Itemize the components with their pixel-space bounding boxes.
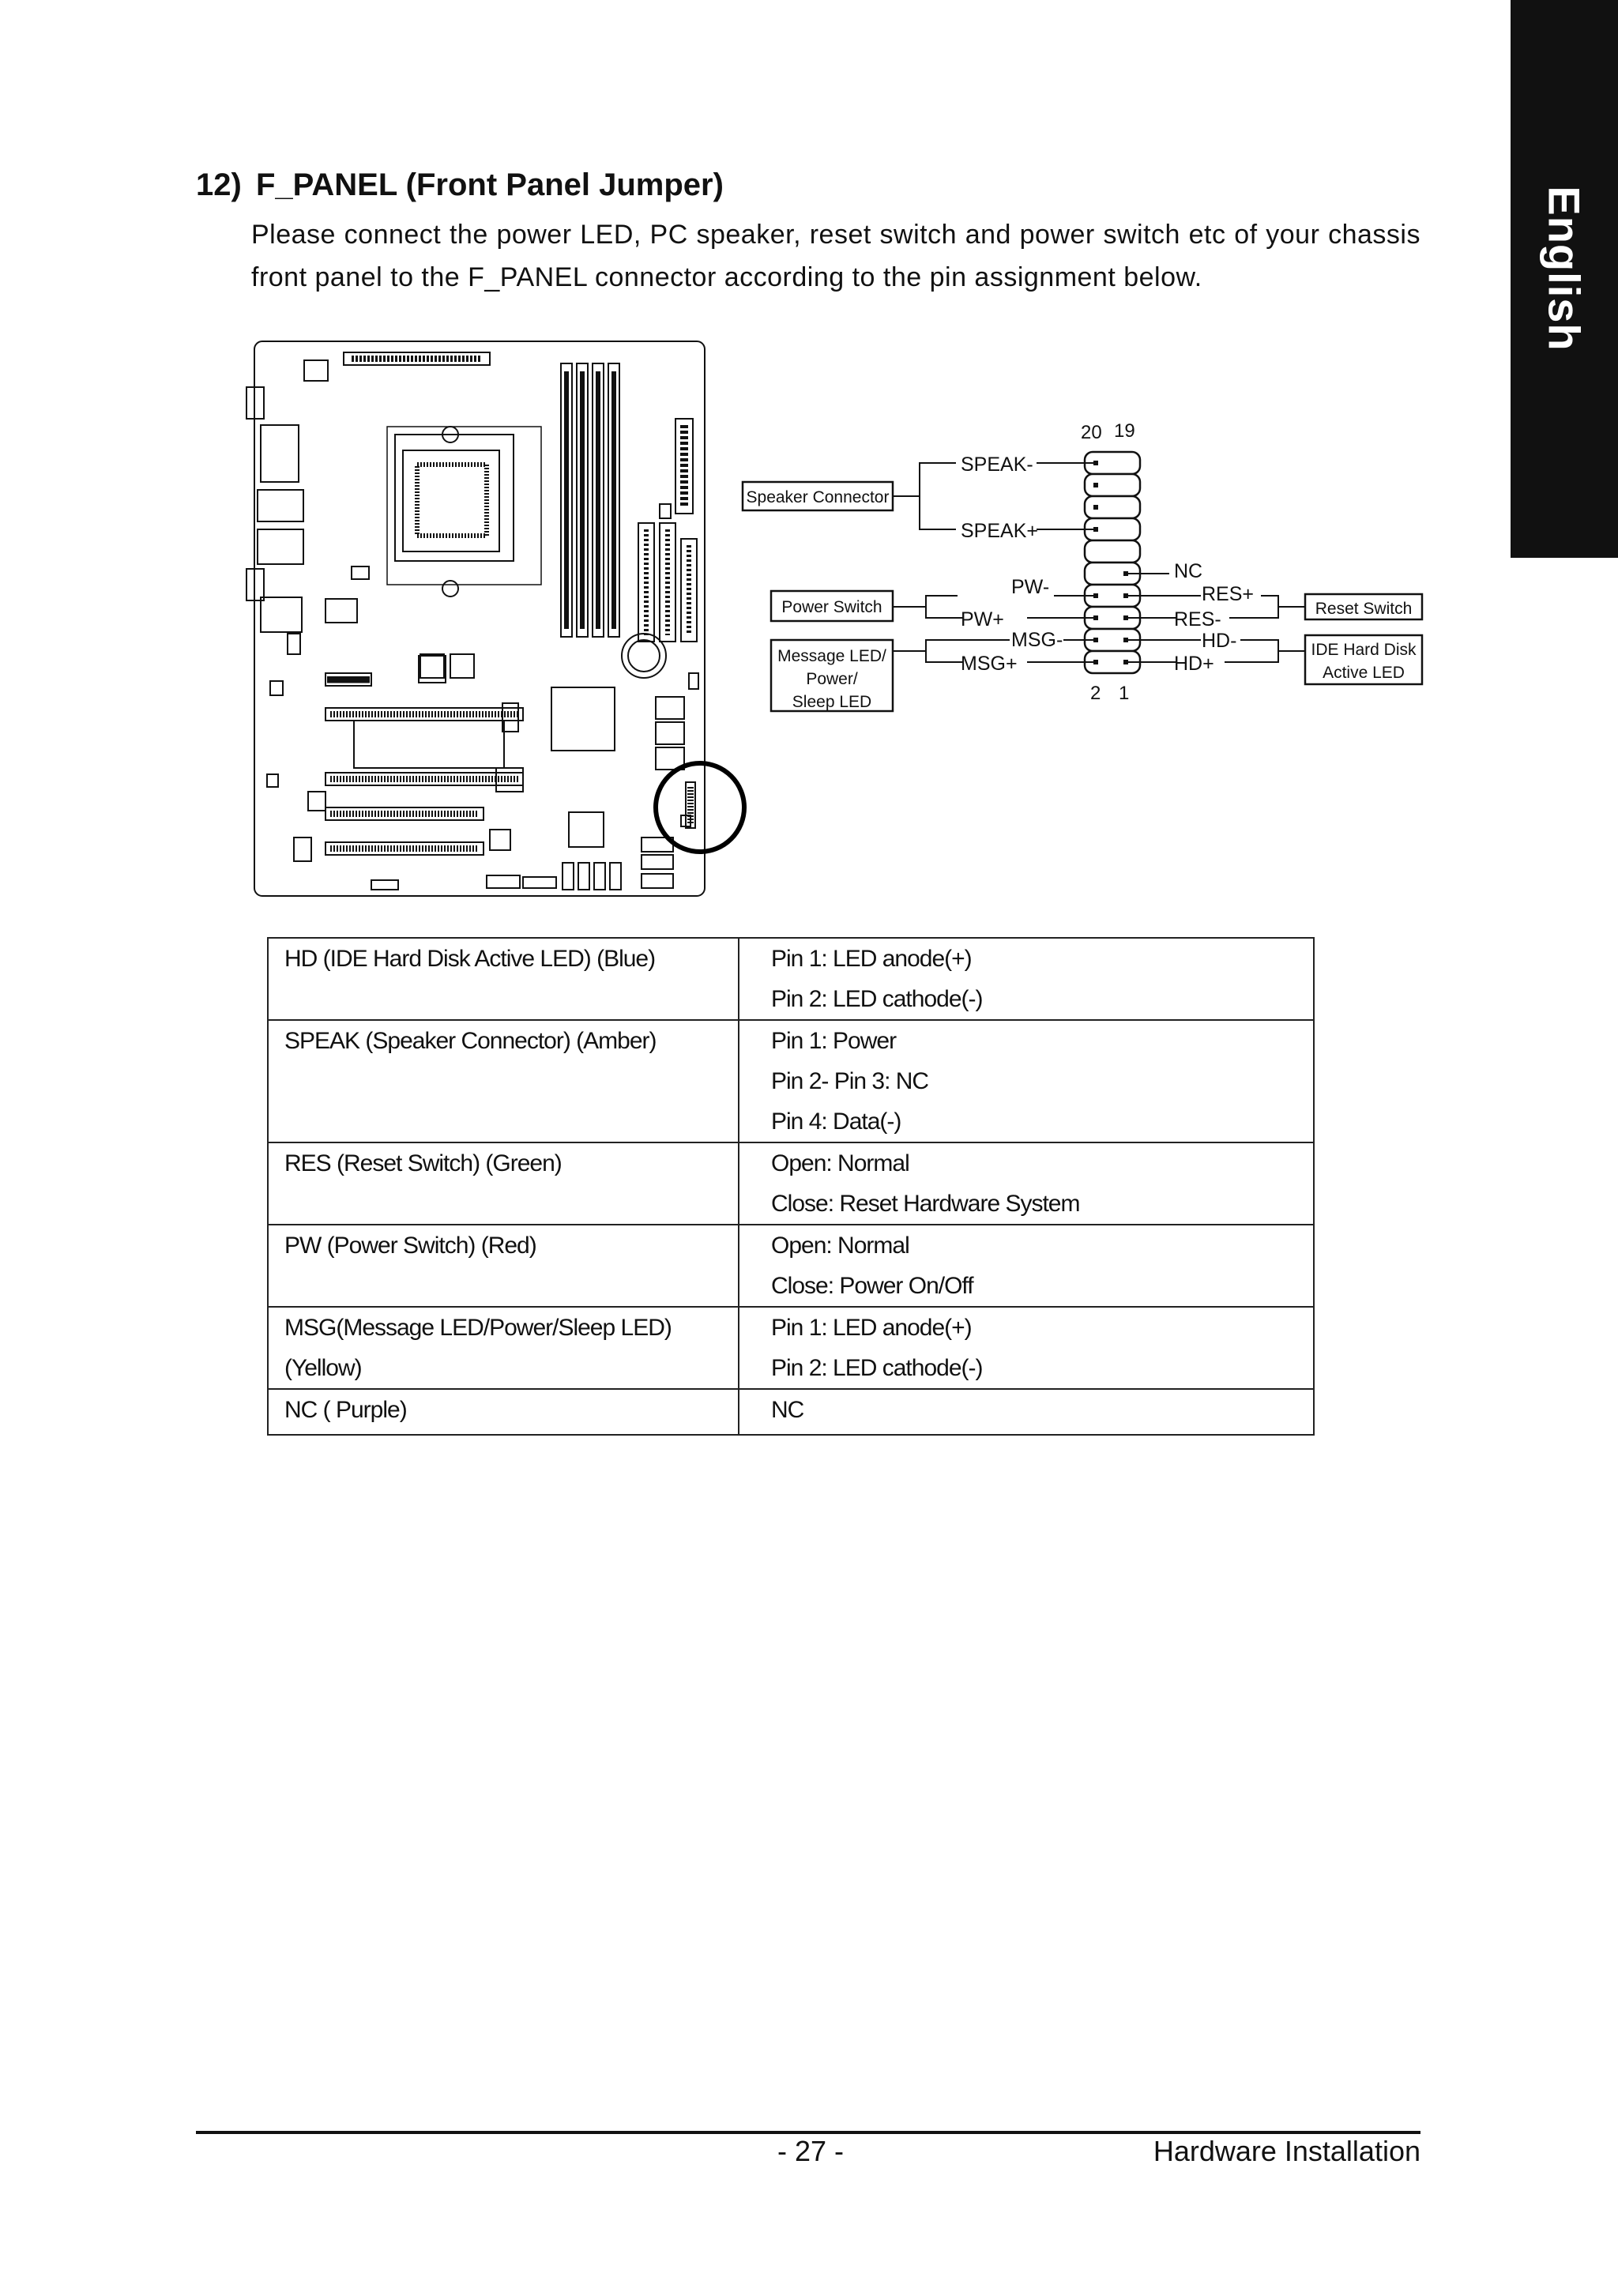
table-row [268, 1266, 1314, 1307]
table-cell: SPEAK (Speaker Connector) (Amber) [268, 1020, 739, 1061]
table-cell [268, 1101, 739, 1142]
pin-res-minus: RES- [1174, 608, 1221, 630]
pin-res-plus: RES+ [1202, 583, 1255, 605]
table-row [268, 1348, 1314, 1389]
reset-switch-label: Reset Switch [1315, 600, 1413, 618]
pin-pw-plus: PW+ [961, 608, 1004, 630]
pin-speak-minus: SPEAK- [961, 454, 1033, 476]
table-cell: Close: Reset Hardware System [739, 1184, 1314, 1225]
pin-msg-plus: MSG+ [961, 653, 1018, 675]
pin-label-20: 20 [1081, 422, 1102, 443]
table-cell [268, 1266, 739, 1307]
pin-label-2: 2 [1090, 683, 1101, 704]
table-row [268, 1061, 1314, 1101]
table-row [268, 1307, 1314, 1348]
pin-hd-minus: HD- [1202, 630, 1237, 652]
table-cell: Pin 1: LED anode(+) [739, 938, 1314, 979]
pin-msg-minus: MSG- [1011, 629, 1063, 651]
table-cell: Pin 1: Power [739, 1020, 1314, 1061]
pin-hd-plus: HD+ [1174, 653, 1214, 675]
table-row [268, 1184, 1314, 1225]
table-cell: Open: Normal [739, 1225, 1314, 1266]
table-cell: Pin 4: Data(-) [739, 1101, 1314, 1142]
table-cell: Pin 2: LED cathode(-) [739, 1348, 1314, 1389]
table-cell: NC [739, 1389, 1314, 1435]
footer-divider [196, 2131, 1420, 2134]
pin-label-1: 1 [1119, 683, 1130, 704]
section-title: F_PANEL (Front Panel Jumper) [256, 167, 724, 202]
table-cell: HD (IDE Hard Disk Active LED) (Blue) [268, 938, 739, 979]
table-cell: (Yellow) [268, 1348, 739, 1389]
table-cell: Pin 2- Pin 3: NC [739, 1061, 1314, 1101]
pin-assignment-table [267, 937, 1315, 1436]
f-panel-diagram [237, 332, 1438, 901]
ide-led-label-line2: Active LED [1323, 664, 1405, 682]
table-cell: Close: Power On/Off [739, 1266, 1314, 1307]
table-cell: Pin 2: LED cathode(-) [739, 979, 1314, 1020]
page-number: - 27 - [777, 2135, 845, 2167]
table-cell: RES (Reset Switch) (Green) [268, 1142, 739, 1184]
table-cell [268, 1061, 739, 1101]
message-led-label-line1: Message LED/ [777, 647, 886, 665]
f-panel-location-marker [656, 763, 744, 852]
section-heading [196, 167, 724, 203]
table-row [268, 1225, 1314, 1266]
table-row [268, 1142, 1314, 1184]
pin-speak-plus: SPEAK+ [961, 520, 1038, 542]
speaker-connector-label: Speaker Connector [746, 488, 890, 506]
table-cell: Pin 1: LED anode(+) [739, 1307, 1314, 1348]
footer-section-name: Hardware Installation [1153, 2135, 1420, 2167]
message-led-label-line3: Sleep LED [792, 693, 872, 711]
pin-label-19: 19 [1114, 420, 1135, 442]
table-row [268, 1101, 1314, 1142]
table-cell: Open: Normal [739, 1142, 1314, 1184]
table-cell: NC ( Purple) [268, 1389, 739, 1435]
message-led-label-line2: Power/ [806, 670, 858, 688]
table-row [268, 1389, 1314, 1435]
pin-nc: NC [1174, 560, 1203, 582]
table-cell [268, 1184, 739, 1225]
table-cell [268, 979, 739, 1020]
table-row [268, 938, 1314, 979]
table-cell: MSG(Message LED/Power/Sleep LED) [268, 1307, 739, 1348]
ide-led-label-line1: IDE Hard Disk [1311, 641, 1417, 659]
intro-paragraph: Please connect the power LED, PC speaker, reset switch and power switch etc of your chassis front panel to the F_PANEL connector according to the pin assignment below. [251, 220, 1420, 292]
section-number: 12) [196, 167, 242, 202]
table-row [268, 1020, 1314, 1061]
motherboard-illustration [246, 341, 705, 896]
table-row [268, 979, 1314, 1020]
power-switch-label: Power Switch [781, 598, 882, 616]
table-cell: PW (Power Switch) (Red) [268, 1225, 739, 1266]
language-tab-label: English [1539, 186, 1590, 352]
pin-pw-minus: PW- [1011, 576, 1050, 598]
